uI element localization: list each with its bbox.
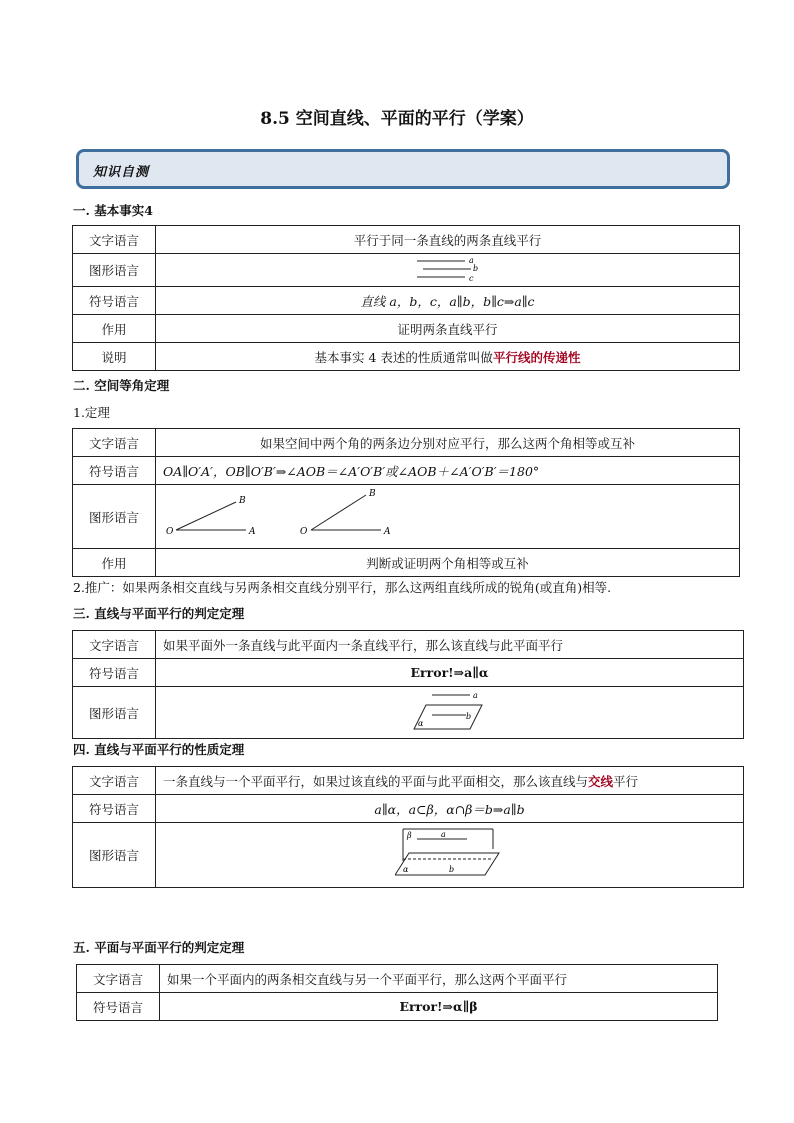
fig4-label-alpha: α: [402, 864, 408, 874]
fig3-label-a: a: [472, 691, 478, 700]
label-figure: 图形语言: [73, 687, 156, 739]
section-1-table: [72, 225, 740, 371]
fig2-label-O: O: [166, 527, 174, 537]
s5-symbol: Error!⇒α∥β: [160, 993, 718, 1021]
label-symbol: 符号语言: [73, 795, 156, 823]
s1-use: 证明两条直线平行: [156, 315, 740, 343]
s1-symbol: 直线 a，b，c，a∥b，b∥c⇒a∥c: [156, 287, 740, 315]
fig1-label-a: a: [468, 255, 474, 265]
label-text: 文字语言: [73, 429, 156, 457]
knowledge-banner: [76, 149, 730, 189]
s1-note: [156, 343, 740, 371]
s4-symbol: a∥α，a⊂β，α∩β＝b⇒a∥b: [156, 795, 744, 823]
fig2-label-B: B: [239, 496, 246, 506]
line-plane-parallel-figure: [410, 689, 490, 733]
s1-text: 平行于同一条直线的两条直线平行: [156, 226, 740, 254]
fig2b-label-A: A: [384, 527, 391, 537]
fig1-label-b: b: [472, 263, 478, 273]
label-text: 文字语言: [77, 965, 160, 993]
banner-label: 知识自测: [93, 165, 150, 180]
fig2-label-A: A: [249, 527, 256, 537]
fig2b-label-O: O: [300, 527, 308, 537]
label-figure: 图形语言: [73, 254, 156, 287]
section-1-heading: 一. 基本事实4: [73, 203, 153, 218]
section-3-heading: 三. 直线与平面平行的判定定理: [73, 606, 245, 621]
label-use: 作用: [73, 315, 156, 343]
fig2b-label-B: B: [369, 489, 376, 499]
equal-angle-figure: [156, 485, 416, 545]
s2-figure-cell: [156, 485, 740, 549]
s3-text: 如果平面外一条直线与此平面内一条直线平行，那么该直线与此平面平行: [156, 631, 744, 659]
s2-use: 判断或证明两个角相等或互补: [156, 549, 740, 577]
section-2-sub1: 1.定理: [73, 405, 110, 420]
section-2-table: [72, 428, 740, 577]
label-symbol: 符号语言: [73, 659, 156, 687]
s2-symbol: OA∥O′A′，OB∥O′B′⇒∠AOB＝∠A′O′B′或∠AOB＋∠A′O′B′＝180°: [156, 457, 740, 485]
section-5-table: [76, 964, 718, 1021]
s4-text-suffix: 平行: [613, 773, 639, 789]
parallel-lines-figure: [413, 255, 483, 283]
section-3-table: [72, 630, 744, 739]
s5-text: 如果一个平面内的两条相交直线与另一个平面平行，那么这两个平面平行: [160, 965, 718, 993]
section-4-heading: 四. 直线与平面平行的性质定理: [73, 742, 245, 757]
fig4-label-a: a: [440, 829, 446, 839]
s3-symbol: Error!⇒a∥α: [156, 659, 744, 687]
s1-note-highlight: 平行线的传递性: [492, 349, 581, 365]
section-5-heading: 五. 平面与平面平行的判定定理: [73, 940, 245, 955]
label-symbol: 符号语言: [73, 287, 156, 315]
fig3-label-alpha: α: [417, 719, 423, 728]
label-text: 文字语言: [73, 226, 156, 254]
fig3-label-b: b: [465, 712, 471, 721]
label-use: 作用: [73, 549, 156, 577]
label-figure: 图形语言: [73, 485, 156, 549]
s2-text: 如果空间中两个角的两条边分别对应平行，那么这两个角相等或互补: [156, 429, 740, 457]
fig4-label-beta: β: [406, 830, 412, 840]
s4-text-prefix: 一条直线与一个平面平行，如果过该直线的平面与此平面相交，那么该直线与: [163, 773, 589, 789]
s4-text: [156, 767, 744, 795]
label-text: 文字语言: [73, 631, 156, 659]
label-symbol: 符号语言: [77, 993, 160, 1021]
s3-figure-cell: [156, 687, 744, 739]
label-text: 文字语言: [73, 767, 156, 795]
fig4-label-b: b: [448, 864, 454, 874]
s1-note-prefix: 基本事实 4 表述的性质通常叫做: [314, 349, 493, 365]
section-2-heading: 二. 空间等角定理: [73, 378, 170, 393]
s4-figure-cell: [156, 823, 744, 888]
label-figure: 图形语言: [73, 823, 156, 888]
s4-text-highlight: 交线: [588, 773, 614, 789]
section-4-table: [72, 766, 744, 888]
s1-figure-cell: [156, 254, 740, 287]
line-plane-property-figure: [395, 825, 505, 883]
label-note: 说明: [73, 343, 156, 371]
page-title: 8.5 空间直线、平面的平行（学案）: [260, 109, 534, 129]
section-2-sub2: 2.推广：如果两条相交直线与另两条相交直线分别平行，那么这两组直线所成的锐角(或直角)相等.: [73, 580, 612, 595]
fig1-label-c: c: [468, 273, 473, 283]
label-symbol: 符号语言: [73, 457, 156, 485]
